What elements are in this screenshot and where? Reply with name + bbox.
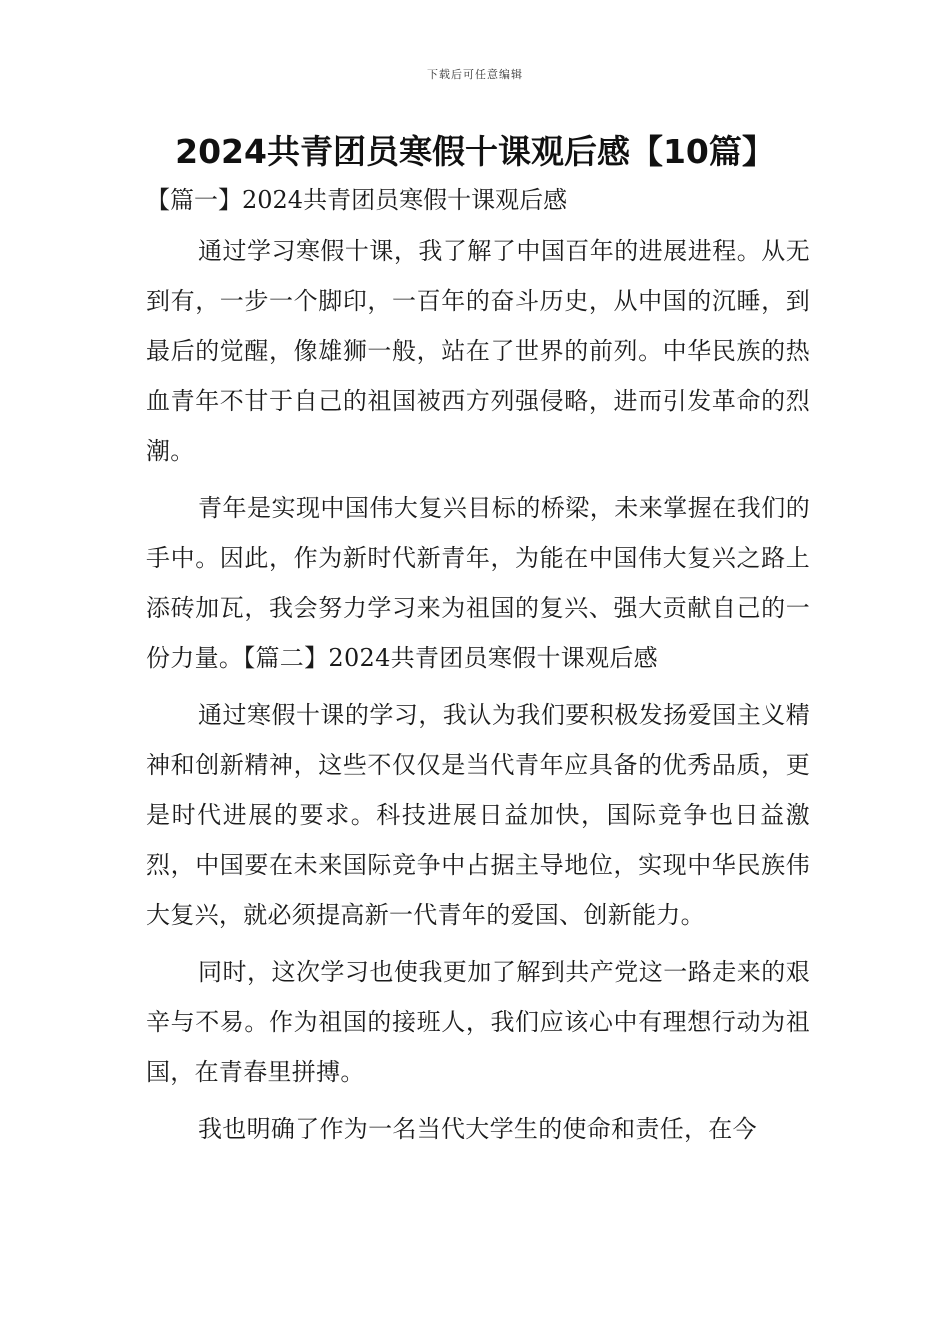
document-body <box>146 178 810 1154</box>
paragraph-3: 通过寒假十课的学习，我认为我们要积极发扬爱国主义精神和创新精神，这些不仅仅是当代青年应具备的优秀品质，更是时代进展的要求。科技进展日益加快，国际竞争也日益激烈，中国要在未来国际竞争中占据主导地位，实现中华民族伟大复兴，就必须提高新一代青年的爱国、创新能力。 <box>146 701 810 929</box>
paragraph-1: 通过学习寒假十课，我了解了中国百年的进展进程。从无到有，一步一个脚印，一百年的奋斗历史，从中国的沉睡，到最后的觉醒，像雄狮一般，站在了世界的前列。中华民族的热血青年不甘于自己的祖国被西方列强侵略，进而引发革命的烈潮。 <box>146 237 810 465</box>
section-heading-1: 【篇一】2024共青团员寒假十课观后感 <box>146 186 568 214</box>
paragraph-5: 我也明确了作为一名当代大学生的使命和责任，在今 <box>198 1115 757 1143</box>
paragraph-2: 青年是实现中国伟大复兴目标的桥梁，未来掌握在我们的手中。因此，作为新时代新青年，为能在中国伟大复兴之路上添砖加瓦，我会努力学习来为祖国的复兴、强大贡献自己的一份力量。【篇二】2024共青团员寒假十课观后感 <box>146 494 810 672</box>
document-title: 2024共青团员寒假十课观后感【10篇】 <box>175 132 775 171</box>
paragraph-4: 同时，这次学习也使我更加了解到共产党这一路走来的艰辛与不易。作为祖国的接班人，我们应该心中有理想行动为祖国，在青春里拼搏。 <box>146 958 810 1086</box>
header-note: 下载后可任意编辑 <box>427 68 523 81</box>
